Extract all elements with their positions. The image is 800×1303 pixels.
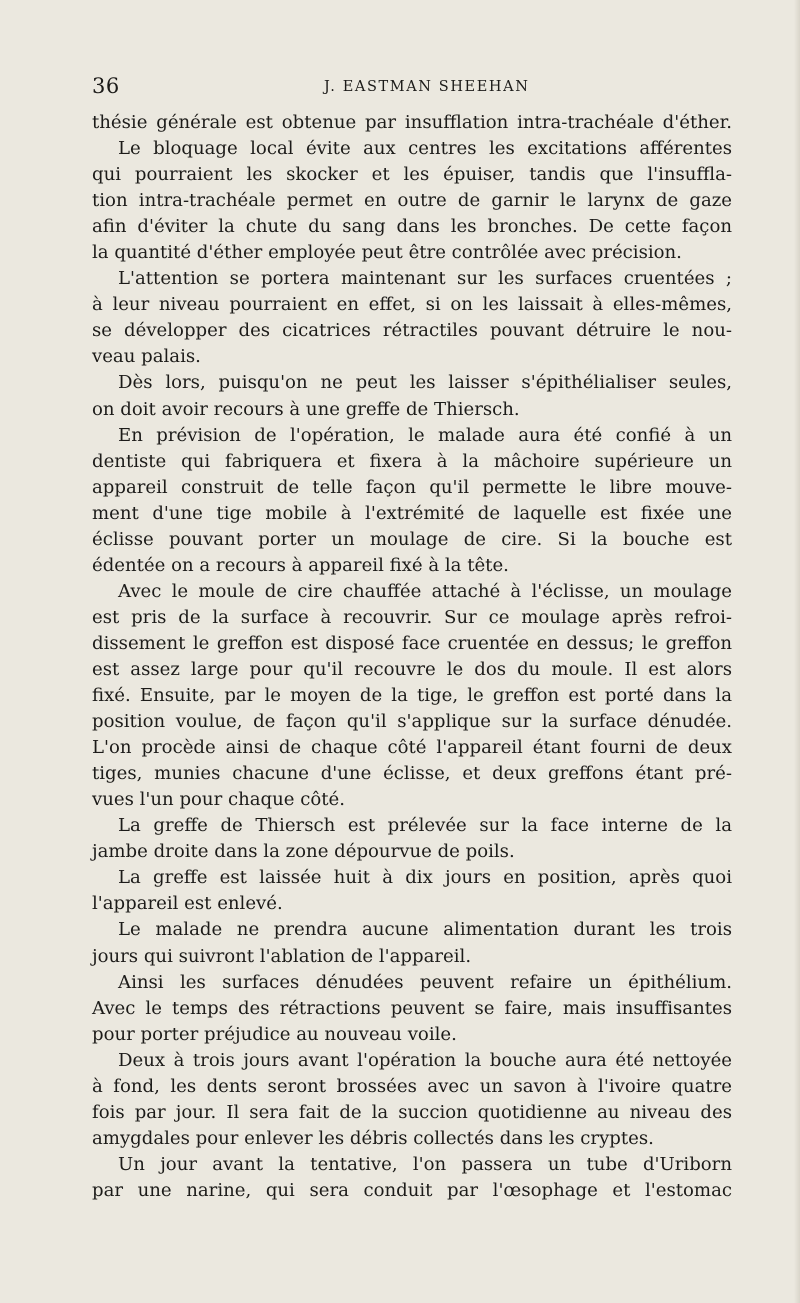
text-line: tion intra-trachéale permet en outre de garnir le larynx de gaze (92, 190, 732, 212)
text-line: Ainsi les surfaces dénudées peuvent refaire un épithélium. (118, 971, 732, 993)
text-line: La greffe de Thiersch est prélevée sur la face interne de la (118, 815, 732, 837)
page-edge-shadow (794, 0, 800, 1303)
text-line: qui pourraient les skocker et les épuiser, tandis que l'insuffla- (92, 164, 732, 186)
text-line: La greffe est laissée huit à dix jours en position, après quoi (118, 867, 732, 889)
text-line: l'appareil est enlevé. (92, 893, 283, 915)
text-line: est assez large pour qu'il recouvre le dos du moule. Il est alors (92, 658, 732, 680)
text-line: est pris de la surface à recouvrir. Sur ce moulage après refroi- (92, 606, 732, 628)
text-line: jambe droite dans la zone dépourvue de poils. (92, 841, 515, 863)
text-line: fixé. Ensuite, par le moyen de la tige, le greffon est porté dans la (92, 685, 732, 707)
text-line: Un jour avant la tentative, l'on passera un tube d'Uriborn (118, 1153, 732, 1175)
text-line: amygdales pour enlever les débris collectés dans les cryptes. (92, 1127, 654, 1149)
text-line: veau palais. (92, 346, 201, 368)
page-number: 36 (92, 74, 120, 98)
text-line: Dès lors, puisqu'on ne peut les laisser s'épithélialiser seules, (118, 372, 732, 394)
text-line: jours qui suivront l'ablation de l'appareil. (92, 945, 472, 967)
text-line: dentiste qui fabriquera et fixera à la mâchoire supérieure un (92, 450, 732, 472)
text-line: Le bloquage local évite aux centres les excitations afférentes (118, 138, 732, 160)
text-line: la quantité d'éther employée peut être contrôlée avec précision. (92, 242, 682, 264)
running-title: J. EASTMAN SHEEHAN (324, 79, 530, 95)
text-line: L'attention se portera maintenant sur les surfaces cruentées ; (118, 268, 732, 290)
text-line: pour porter préjudice au nouveau voile. (92, 1023, 457, 1045)
text-line: édentée on a recours à appareil fixé à la tête. (92, 554, 509, 576)
text-line: à fond, les dents seront brossées avec un savon à l'ivoire quatre (92, 1075, 732, 1097)
text-line: on doit avoir recours à une greffe de Thiersch. (92, 398, 520, 420)
text-line: à leur niveau pourraient en effet, si on les laissait à elles-mêmes, (92, 294, 732, 316)
text-line: Avec le moule de cire chauffée attaché à l'éclisse, un moulage (118, 580, 732, 602)
text-line: Avec le temps des rétractions peuvent se faire, mais insuffisantes (92, 997, 732, 1019)
text-line: Le malade ne prendra aucune alimentation durant les trois (118, 919, 732, 941)
text-line: L'on procède ainsi de chaque côté l'appareil étant fourni de deux (92, 737, 732, 759)
text-line: dissement le greffon est disposé face cruentée en dessus; le greffon (92, 632, 732, 654)
text-line: fois par jour. Il sera fait de la succion quotidienne au niveau des (92, 1101, 732, 1123)
text-line: ment d'une tige mobile à l'extrémité de laquelle est fixée une (92, 502, 732, 524)
text-line: se développer des cicatrices rétractiles pouvant détruire le nou- (92, 320, 732, 342)
text-line: thésie générale est obtenue par insufflation intra-trachéale d'éther. (92, 112, 732, 133)
text-line: éclisse pouvant porter un moulage de cire. Si la bouche est (92, 528, 732, 550)
running-head (92, 72, 732, 100)
text-line: afin d'éviter la chute du sang dans les bronches. De cette façon (92, 216, 732, 238)
body-text (92, 110, 732, 1204)
text-line: tiges, munies chacune d'une éclisse, et deux greffons étant pré- (92, 763, 732, 785)
text-line: appareil construit de telle façon qu'il permette le libre mouve- (92, 476, 732, 498)
text-line: Deux à trois jours avant l'opération la bouche aura été nettoyée (118, 1049, 732, 1071)
text-line: par une narine, qui sera conduit par l'œsophage et l'estomac (92, 1179, 732, 1201)
text-line: En prévision de l'opération, le malade aura été confié à un (118, 424, 732, 446)
text-line: position voulue, de façon qu'il s'applique sur la surface dénudée. (92, 711, 732, 733)
text-line: vues l'un pour chaque côté. (92, 789, 345, 811)
